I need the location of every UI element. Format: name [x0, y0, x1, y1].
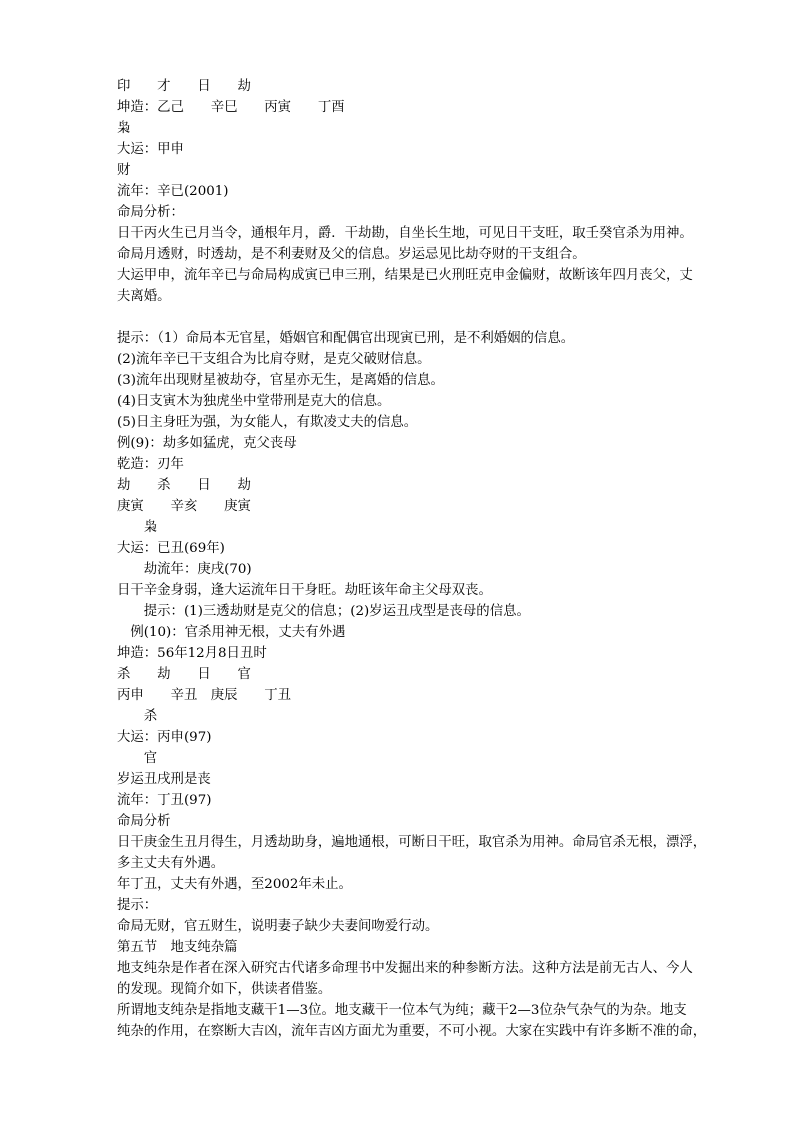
text-line: (4)日支寅木为独虎坐中堂带刑是克大的信息。 [117, 394, 391, 409]
text-line: 纯杂的作用，在察断大吉凶，流年吉凶方面尤为重要，不可小视。大家在实践中有许多断不准的命， [117, 1024, 707, 1039]
text-line: 大运：甲申 [117, 142, 184, 157]
text-line: 岁运丑戌刑是丧 [117, 772, 211, 787]
text-line: 例(9)：劫多如猛虎，克父丧母 [117, 436, 297, 451]
text-line: 杀 [117, 709, 158, 724]
text-line: 财 [117, 163, 131, 178]
text-line: 日干庚金生丑月得生，月透劫助身，遍地通根，可断日干旺，取官杀为用神。命局官杀无根，漂浮， [117, 835, 707, 850]
text-line: 地支纯杂是作者在深入研究古代诸多命理书中发掘出来的种参断方法。这种方法是前无古人、今人 [117, 961, 693, 976]
text-line: 提示：（1）命局本无官星，婚姻官和配偶官出现寅已刑，是不利婚姻的信息。 [117, 331, 575, 346]
text-line: 的发现。现简介如下，供读者借鉴。 [117, 982, 332, 997]
text-line: 命局无财，官五财生，说明妻子缺少夫妻间吻爱行动。 [117, 919, 439, 934]
text-line: 坤造：乙己 辛巳 丙寅 丁酉 [117, 100, 345, 115]
text-line: 流年：辛已(2001) [117, 184, 229, 199]
text-line: (5)日主身旺为强，为女能人，有欺凌丈夫的信息。 [117, 415, 418, 430]
text-line: 坤造：56年12月8日丑时 [117, 646, 267, 661]
text-line: 官 [117, 751, 158, 766]
text-line: 日干丙火生已月当令，通根年月，爵．干劫勘，自坐长生地，可见日干支旺，取壬癸官杀为用神。 [117, 226, 693, 241]
text-line: 流年：丁丑(97) [117, 793, 212, 808]
text-line: 多主丈夫有外遇。 [117, 856, 225, 871]
text-line: 夫离婚。 [117, 289, 171, 304]
text-line: 劫 杀 日 劫 [117, 478, 251, 493]
text-line: 日干辛金身弱，逢大运流年日干身旺。劫旺该年命主父母双丧。 [117, 583, 492, 598]
text-line: (3)流年出现财星被劫夺，官星亦无生，是离婚的信息。 [117, 373, 444, 388]
text-line: 劫流年：庚戌(70) [117, 562, 252, 577]
text-line: 大运甲申，流年辛已与命局构成寅已申三刑，结果是已火刑旺克申金偏财，故断该年四月丧父，丈 [117, 268, 693, 283]
text-line: 第五节 地支纯杂篇 [117, 940, 238, 955]
text-line [117, 308, 717, 328]
text-line: 年丁丑，丈夫有外遇，至2002年未止。 [117, 877, 352, 892]
text-line: (2)流年辛已干支组合为比肩夺财，是克父破财信息。 [117, 352, 431, 367]
text-line: 例(10)：官杀用神无根，丈夫有外遇 [117, 625, 346, 640]
text-line: 大运：丙申(97) [117, 730, 212, 745]
text-line: 杀 劫 日 官 [117, 667, 251, 682]
text-line: 提示：(1)三透劫财是克父的信息；(2)岁运丑戌型是丧母的信息。 [117, 604, 530, 619]
text-line: 大运：已丑(69年) [117, 541, 225, 556]
text-line: 命局分析： [117, 205, 184, 220]
text-line: 命局月透财，时透劫，是不利妻财及父的信息。岁运忌见比劫夺财的干支组合。 [117, 247, 586, 262]
text-line: 庚寅 辛亥 庚寅 [117, 499, 251, 514]
text-line: 印 才 日 劫 [117, 79, 251, 94]
text-line: 乾造：刃年 [117, 457, 184, 472]
text-line: 提示： [117, 898, 158, 913]
text-line: 丙申 辛丑 庚辰 丁丑 [117, 688, 292, 703]
text-line: 枭 [117, 520, 158, 535]
text-line: 命局分析 [117, 814, 171, 829]
text-line: 所谓地支纯杂是指地支藏干1—3位。地支藏干一位本气为纯；藏干2—3位杂气杂气的为杂。地支 [117, 1003, 687, 1018]
text-line: 枭 [117, 121, 131, 136]
